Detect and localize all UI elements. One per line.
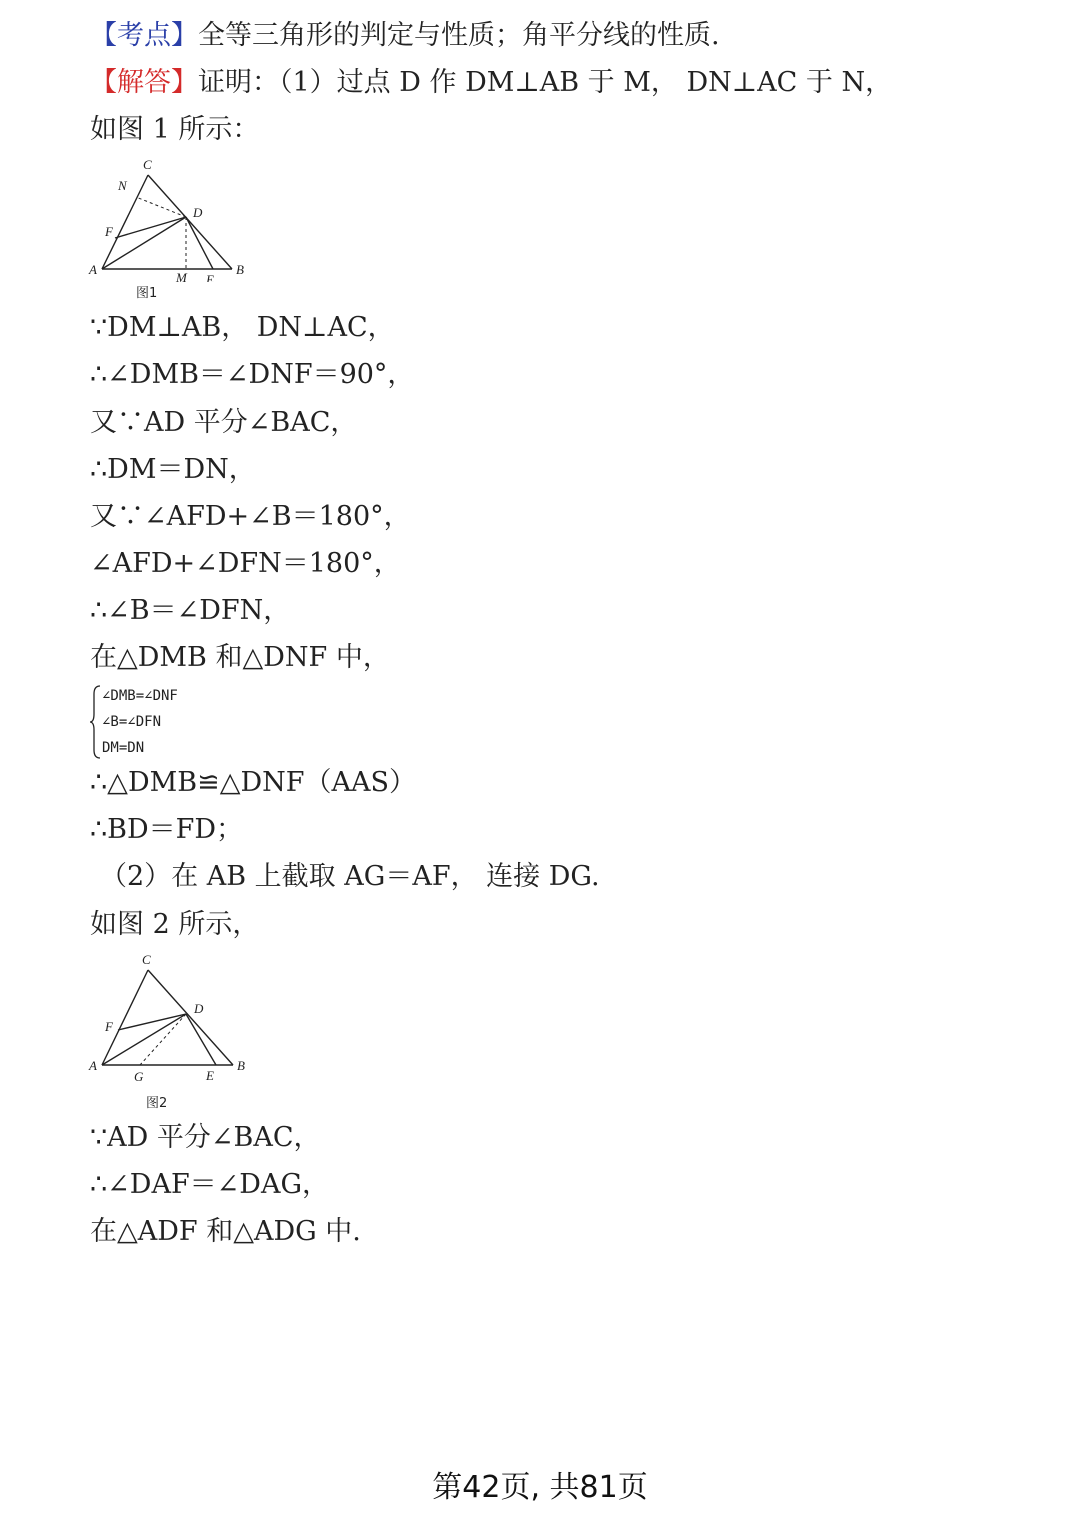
proof-line-2: ∵DM⊥AB， DN⊥AC， [90, 312, 395, 343]
fig2-label-a: A [89, 1058, 97, 1073]
fig2-label-f: F [105, 1019, 113, 1034]
proof-line-16: 在△ADF 和△ADG 中. [90, 1216, 361, 1247]
jieda-line [90, 65, 892, 101]
fig1-label-e: E [206, 272, 214, 282]
proof-line-6: 又∵∠AFD+∠B＝180°， [90, 501, 411, 532]
proof-line-8: ∴∠B＝∠DFN， [90, 595, 291, 626]
fig1-label-c: C [143, 157, 152, 172]
figure-1-caption: 图1 [136, 286, 158, 301]
figure-1-diagram [88, 152, 258, 282]
left-brace-icon [90, 684, 102, 760]
fig2-label-c: C [142, 952, 151, 967]
kaodian-line [90, 18, 720, 54]
proof-line-5: ∴DM＝DN， [90, 454, 256, 485]
proof-line-9: 在△DMB 和△DNF 中， [90, 642, 390, 673]
fig1-label-m: M [176, 270, 187, 282]
figure-2 [88, 948, 258, 1113]
equation-system [90, 684, 290, 760]
proof-line-4: 又∵AD 平分∠BAC， [90, 407, 358, 438]
system-row-1: ∠DMB=∠DNF [102, 688, 178, 704]
fig1-label-f: F [105, 224, 113, 239]
fig2-label-d: D [194, 1001, 204, 1016]
figure-1 [88, 152, 258, 302]
kaodian-tag: 【考点】 [90, 20, 198, 51]
proof-line-11: ∴BD＝FD； [90, 814, 244, 845]
page-number: 第42页, 共81页 [432, 1470, 648, 1505]
system-row-2: ∠B=∠DFN [102, 714, 162, 730]
proof-line-15: ∴∠DAF＝∠DAG， [90, 1169, 330, 1200]
fig1-label-a: A [89, 262, 97, 277]
fig2-label-e: E [206, 1068, 214, 1083]
proof-line-14: ∵AD 平分∠BAC， [90, 1122, 321, 1153]
kaodian-text: 全等三角形的判定与性质；角平分线的性质. [198, 20, 720, 51]
proof-line-10: ∴△DMB≌△DNF（AAS） [90, 767, 416, 798]
proof-line-7: ∠AFD+∠DFN＝180°， [90, 548, 401, 579]
jieda-text: 证明：（1）过点 D 作 DM⊥AB 于 M， DN⊥AC 于 N， [198, 67, 893, 98]
system-row-3: DM=DN [102, 740, 145, 756]
proof-line-3: ∴∠DMB＝∠DNF＝90°， [90, 359, 415, 390]
proof-line-13: 如图 2 所示， [90, 909, 260, 940]
fig2-label-b: B [237, 1058, 245, 1073]
proof-line-1: 如图 1 所示： [90, 114, 260, 145]
fig1-label-n: N [118, 178, 127, 193]
figure-2-diagram [88, 948, 258, 1088]
fig2-label-g: G [134, 1069, 144, 1084]
fig1-label-b: B [236, 262, 244, 277]
jieda-tag: 【解答】 [90, 67, 198, 98]
fig1-label-d: D [193, 205, 203, 220]
figure-2-caption: 图2 [146, 1096, 168, 1111]
proof-line-12: （2）在 AB 上截取 AG＝AF， 连接 DG. [100, 861, 600, 892]
